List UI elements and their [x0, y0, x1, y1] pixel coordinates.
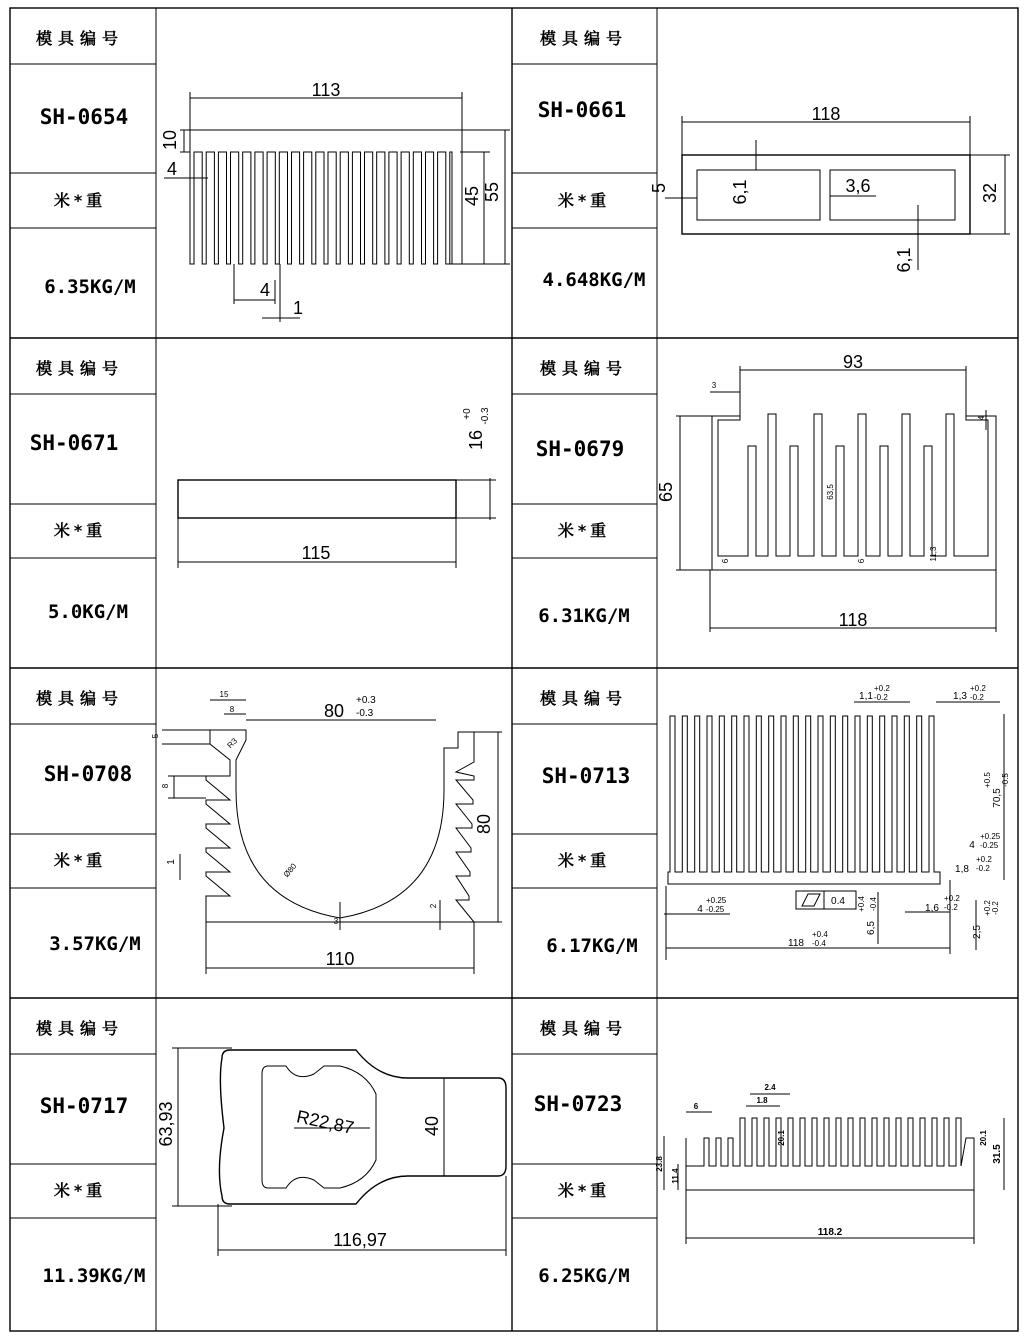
- dim-tol-upper: +0: [462, 408, 473, 420]
- profile-outline: [686, 1118, 974, 1190]
- dim-base-upper: +0.2: [983, 900, 992, 916]
- dim-tol-lower: -0.3: [480, 407, 491, 425]
- drawing-sh-0708: [151, 690, 502, 974]
- dim-fin-gap-b-lower: -0.2: [970, 693, 984, 702]
- dim-lip-drop: 5: [151, 733, 160, 739]
- dim-height: 70,5: [992, 788, 1003, 808]
- dim-fin-gap-a-upper: +0.2: [874, 684, 890, 693]
- model-code: SH-0679: [535, 437, 625, 461]
- dim-inner-width: 93: [842, 352, 864, 372]
- profile-outline: [668, 716, 940, 884]
- mold-no-label: 模具编号: [539, 1019, 629, 1038]
- profile-outer: [682, 155, 970, 234]
- dim-pitch: 6,5: [866, 921, 877, 935]
- dim-width: 118.2: [817, 1227, 843, 1238]
- mold-no-label: 模具编号: [539, 689, 629, 708]
- dim-bowl-dia: Ø80: [281, 861, 299, 880]
- weight-value: 6.17KG/M: [546, 935, 638, 957]
- drawing-sh-0671: [178, 407, 496, 568]
- drawing-sh-0679: [656, 352, 996, 632]
- dim-width: 116,97: [333, 1230, 387, 1250]
- dim-base: 2,5: [972, 925, 983, 939]
- weight-label: 米*重: [557, 1181, 611, 1200]
- dim-fin-gap-a-lower: -0.2: [874, 693, 888, 702]
- model-code: SH-0708: [43, 762, 133, 786]
- dim-height: 31.5: [992, 1144, 1003, 1164]
- profile-outline: [190, 130, 462, 264]
- dim-fin-thick-lower: -0.2: [976, 864, 990, 873]
- weight-label: 米*重: [53, 1181, 107, 1200]
- dim-base: 10: [160, 129, 180, 151]
- dim-fin-gap-a: 1,1: [859, 691, 873, 702]
- drawing-sh-0661: [649, 104, 1010, 273]
- dim-width: 118: [788, 938, 804, 949]
- model-code: SH-0671: [29, 431, 119, 455]
- dim-height: 65: [656, 481, 676, 503]
- dim-lip-right: 4: [977, 415, 986, 421]
- left-column-labels: [30, 29, 146, 1287]
- profile-bar: [178, 480, 456, 518]
- dim-bottom-wall: 6,1: [894, 247, 914, 273]
- dim-width: 118: [811, 104, 841, 124]
- dim-base-left-upper: +0.25: [706, 896, 727, 905]
- weight-value: 5.0KG/M: [47, 601, 129, 623]
- drawing-sh-0717: [156, 1048, 506, 1256]
- mold-no-label: 模具编号: [35, 689, 125, 708]
- dim-radius: R22,87: [294, 1106, 356, 1138]
- dim-thickness: 16: [466, 429, 486, 451]
- dim-width-lower: -0.4: [812, 939, 826, 948]
- dim-opening-tol-upper: +0.3: [356, 695, 376, 706]
- right-column-labels: [534, 29, 646, 1287]
- flatness-icon: [802, 894, 820, 906]
- weight-label: 米*重: [557, 851, 611, 870]
- weight-label: 米*重: [53, 191, 107, 210]
- mold-no-label: 模具编号: [35, 359, 125, 378]
- dim-width-upper: +0.4: [812, 930, 828, 939]
- dim-fin-pitch: 8: [161, 783, 170, 789]
- weight-label: 米*重: [53, 851, 107, 870]
- dim-fin-height: 63,5: [826, 484, 835, 500]
- model-code: SH-0723: [533, 1092, 623, 1116]
- dim-opening-tol-lower: -0.3: [356, 708, 374, 719]
- dim-pitch-a: 2.4: [764, 1083, 776, 1092]
- dim-fin-gap-left: 4: [166, 159, 178, 179]
- weight-label: 米*重: [53, 521, 107, 540]
- weight-value: 4.648KG/M: [542, 269, 646, 291]
- dim-height: 32: [980, 182, 1000, 204]
- dim-gap: 2: [429, 903, 438, 909]
- mold-no-label: 模具编号: [35, 1019, 125, 1038]
- dim-fin-thick: 1: [292, 298, 304, 318]
- dim-height: 55: [482, 181, 502, 203]
- dim-fin-gap: 6: [693, 1102, 699, 1111]
- model-code: SH-0661: [537, 98, 627, 122]
- dim-mid-wall: 3,6: [845, 176, 871, 196]
- profile-outline: [206, 730, 474, 922]
- dim-fin-root: 11,3: [929, 546, 938, 562]
- dim-left-wall: 5: [649, 182, 669, 194]
- dim-height: 63,93: [156, 1101, 176, 1147]
- dim-pitch-upper: +0.4: [857, 896, 866, 912]
- dim-fin-gap-b: 1,3: [953, 691, 967, 702]
- dim-fin-thick-upper: +0.2: [976, 855, 992, 864]
- model-code: SH-0717: [39, 1094, 129, 1118]
- dim-base-mid: 6: [857, 558, 866, 564]
- dim-fin-height: 45: [462, 185, 482, 207]
- dim-right-h: 20.1: [979, 1130, 988, 1146]
- cavity-left: [697, 170, 820, 220]
- mold-no-label: 模具编号: [539, 29, 629, 48]
- dim-top-wall: 6,1: [730, 179, 750, 205]
- dim-base-left: 6: [721, 558, 730, 564]
- dim-fin-gap-b-upper: +0.2: [970, 684, 986, 693]
- mold-no-label: 模具编号: [35, 29, 125, 48]
- drawing-sh-0654: [160, 80, 510, 322]
- dim-pitch-lower: -0.4: [869, 897, 878, 911]
- weight-value: 11.39KG/M: [42, 1265, 146, 1287]
- dim-fin-h: 20.1: [777, 1130, 786, 1146]
- dim-step-upper: +0.25: [980, 832, 1001, 841]
- drawing-sh-0723: [655, 1083, 1004, 1244]
- dim-lip-inner: 8: [229, 705, 235, 714]
- weight-label: 米*重: [557, 191, 611, 210]
- dim-bottom: 3: [333, 917, 339, 926]
- dim-height: 80: [474, 813, 494, 835]
- dim-step-lower: -0.25: [980, 841, 999, 850]
- dim-base-left-lower: -0.25: [706, 905, 725, 914]
- dim-opening: 80: [323, 701, 345, 721]
- dim-pitch-b: 1.8: [756, 1096, 768, 1105]
- weight-label: 米*重: [557, 521, 611, 540]
- dim-lip-outer: 15: [219, 690, 229, 699]
- dim-width: 113: [311, 80, 341, 100]
- mold-no-label: 模具编号: [539, 359, 629, 378]
- dim-radius: R3: [225, 736, 240, 751]
- dim-flatness: 0.4: [831, 896, 845, 907]
- model-code: SH-0654: [39, 105, 129, 129]
- dim-base-left: 4: [697, 904, 703, 915]
- dim-step: 4: [969, 840, 975, 851]
- dim-width: 110: [325, 949, 355, 969]
- model-code: SH-0713: [541, 764, 631, 788]
- dim-height-upper: +0.5: [983, 772, 992, 788]
- dim-fin-root-lower: -0.2: [944, 903, 958, 912]
- dim-width: 118: [838, 610, 868, 630]
- dim-neck: 40: [422, 1115, 442, 1137]
- dim-fin-thick: 1,8: [955, 864, 969, 875]
- dim-fin-pitch: 4: [259, 280, 271, 300]
- dim-fin-root: 1,6: [925, 903, 939, 914]
- dim-fin-thick: 1: [166, 859, 177, 865]
- drawing-sh-0713: [664, 684, 1010, 960]
- dim-height-lower: -0.5: [1001, 773, 1010, 787]
- dim-fin-root-upper: +0.2: [944, 894, 960, 903]
- dim-side-h: 23.8: [655, 1156, 664, 1172]
- dim-base-lower: -0.2: [991, 901, 1000, 915]
- dim-lip-left: 3: [711, 381, 717, 390]
- dim-width: 115: [301, 543, 331, 563]
- weight-value: 6.31KG/M: [538, 605, 630, 627]
- weight-value: 6.25KG/M: [538, 1265, 630, 1287]
- profile-outline: [712, 414, 996, 570]
- weight-value: 6.35KG/M: [44, 276, 136, 298]
- weight-value: 3.57KG/M: [49, 933, 141, 955]
- dim-base: 11.4: [671, 1168, 680, 1184]
